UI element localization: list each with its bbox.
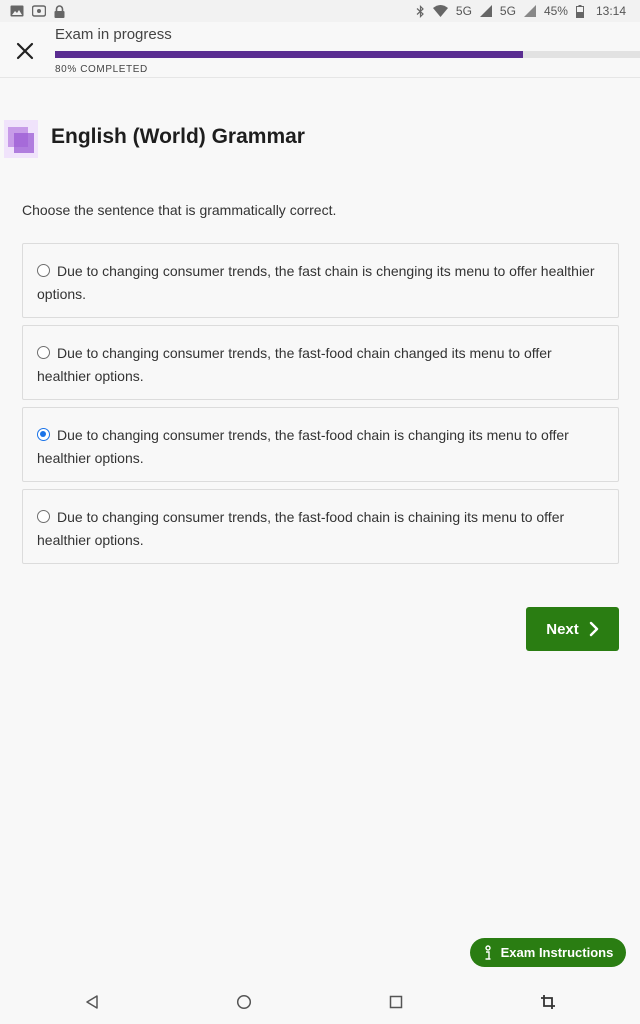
option-text: Due to changing consumer trends, the fast-food chain changed its menu to offer healthier options. [37, 345, 552, 384]
course-icon [4, 120, 38, 158]
course-title: English (World) Grammar [51, 125, 305, 148]
progress-fill [55, 51, 523, 58]
chevron-right-icon [589, 621, 599, 637]
recents-square-icon [389, 995, 403, 1009]
answer-option-4[interactable] [22, 489, 619, 564]
radio-button[interactable] [37, 264, 50, 277]
radio-button[interactable] [37, 428, 50, 441]
answer-option-2[interactable] [22, 325, 619, 400]
close-icon [16, 42, 34, 60]
progress-bar [55, 51, 640, 58]
next-button[interactable] [526, 607, 619, 651]
back-button[interactable] [82, 992, 102, 1012]
question-prompt: Choose the sentence that is grammatically correct. [22, 202, 337, 218]
signal-icon-2 [524, 5, 536, 17]
battery-percent: 45% [543, 4, 568, 18]
option-text: Due to changing consumer trends, the fast-food chain is changing its menu to offer healthier options. [37, 427, 569, 466]
home-button[interactable] [234, 992, 254, 1012]
radio-button[interactable] [37, 346, 50, 359]
header-title: Exam in progress [55, 26, 172, 43]
answer-options [22, 243, 619, 571]
recents-button[interactable] [386, 992, 406, 1012]
bluetooth-icon [416, 5, 425, 18]
network-label-1: 5G [455, 4, 472, 18]
network-label-2: 5G [499, 4, 516, 18]
lock-icon [54, 5, 65, 18]
answer-option-1[interactable] [22, 243, 619, 318]
battery-icon [576, 5, 584, 18]
wifi-icon [433, 5, 448, 17]
progress-label: 80% COMPLETED [55, 64, 148, 75]
crop-icon [540, 994, 556, 1010]
back-triangle-icon [85, 995, 99, 1009]
system-nav-bar [0, 980, 640, 1024]
option-text: Due to changing consumer trends, the fast-food chain is chaining its menu to offer healthier options. [37, 509, 565, 548]
exam-header [0, 22, 640, 78]
cast-icon [32, 5, 46, 17]
next-label: Next [546, 620, 579, 638]
option-text: Due to changing consumer trends, the fast chain is chenging its menu to offer healthier options. [37, 263, 595, 302]
image-icon [10, 5, 24, 17]
status-bar [0, 0, 640, 22]
info-icon [483, 945, 493, 961]
close-button[interactable] [12, 38, 38, 64]
signal-icon [480, 5, 492, 17]
status-right [416, 4, 626, 18]
exam-instructions-button[interactable] [470, 938, 626, 967]
home-circle-icon [236, 994, 252, 1010]
exam-instructions-label: Exam Instructions [500, 945, 614, 960]
answer-option-3[interactable] [22, 407, 619, 482]
screenshot-crop-button[interactable] [538, 992, 558, 1012]
status-left [10, 5, 65, 18]
radio-button[interactable] [37, 510, 50, 523]
clock: 13:14 [595, 4, 626, 18]
